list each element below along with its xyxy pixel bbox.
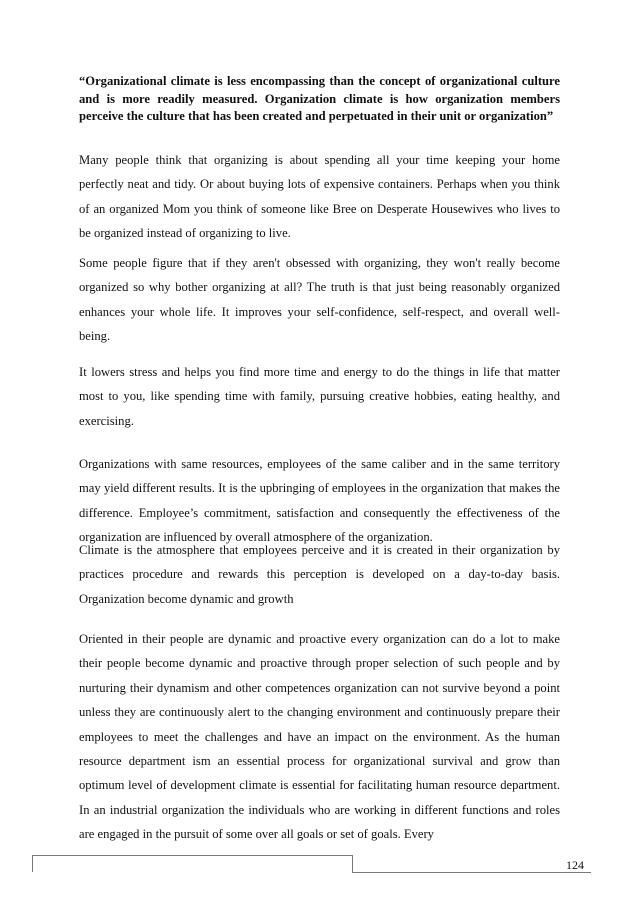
page-number: 124 <box>566 858 584 872</box>
paragraph-4: Organizations with same resources, employees of the same caliber and in the same territory may yield different results. It is the upbringing of employees in the organization that makes the difference. Employee’s commitment, satisfaction and consequently the effectiveness of the organization are influenced by overall atmosphere of the organization. <box>79 457 560 545</box>
footer-rule-step <box>352 855 353 872</box>
quote-block: “Organizational climate is less encompassing than the concept of organizational culture and is more readily measured. Organization climate is how organization members perceive the culture that has been created and perpetuated in their unit or organization” <box>79 74 560 123</box>
paragraph-1: Many people think that organizing is about spending all your time keeping your home perfectly neat and tidy. Or about buying lots of expensive containers. Perhaps when you think of an organized Mom you think of someone like Bree on Desperate Housewives who lives to be organized instead of organizing to live. <box>79 153 560 241</box>
footer-rule-left <box>32 855 33 872</box>
footer-rule-bottom <box>352 872 591 873</box>
paragraph-6: Oriented in their people are dynamic and proactive every organization can do a lot to make their people become dynamic and proactive through proper selection of such people and by nurturing their dynamism and other competences organization can not survive beyond a point unless they are continuously alert to the changing environment and continuously prepare their employees to meet the challenges and have an impact on the environment. As the human resource department ism an essential process for organizational survival and grow than optimum level of development climate is essential for facilitating human resource department. In an industrial organization the individuals who are working in different functions and roles are engaged in the pursuit of some over all goals or set of goals. Every <box>79 632 560 842</box>
footer-rule-top <box>32 855 352 856</box>
paragraph-5: Climate is the atmosphere that employees perceive and it is created in their organization by practices procedure and rewards this perception is developed on a day-to-day basis. Organization become dynamic and growth <box>79 543 560 606</box>
paragraph-3: It lowers stress and helps you find more time and energy to do the things in life that matter most to you, like spending time with family, pursuing creative hobbies, eating healthy, and exercising. <box>79 365 560 428</box>
paragraph-2: Some people figure that if they aren't obsessed with organizing, they won't really become organized so why bother organizing at all? The truth is that just being reasonably organized enhances your whole life. It improves your self-confidence, self-respect, and overall well-being. <box>79 256 560 344</box>
